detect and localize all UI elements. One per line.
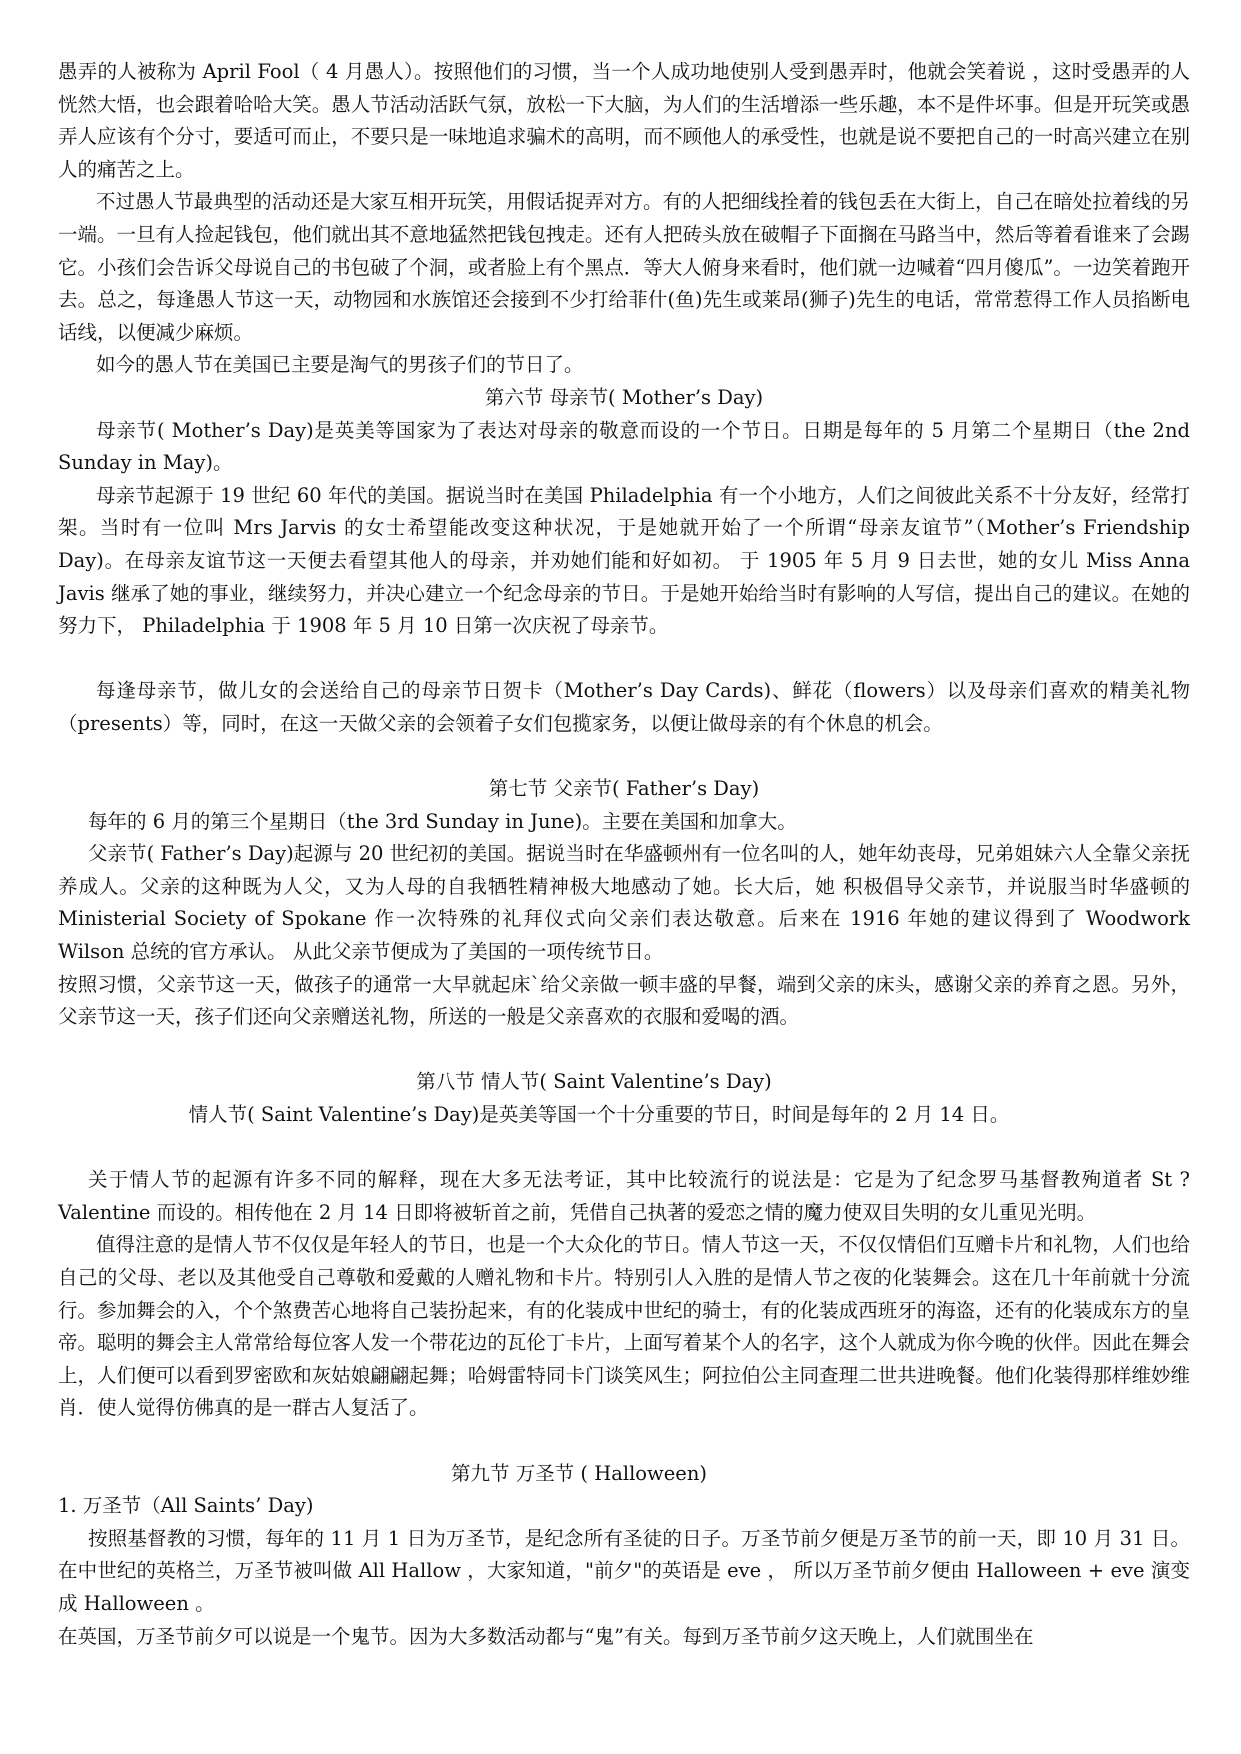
blank-line	[58, 740, 1190, 773]
paragraph-fathers-day-1: 每年的 6 月的第三个星期日（the 3rd Sunday in June)。主要在美国和加拿大。	[88, 809, 797, 833]
section-heading-halloween: 第九节 万圣节 ( Halloween)	[451, 1461, 707, 1485]
paragraph-mothers-day-1: 母亲节( Mother’s Day)是英美等国家为了表达对母亲的敬意而设的一个节日。日期是每年的 5 月第二个星期日（the 2nd Sunday in May)。	[58, 418, 1190, 475]
paragraph-halloween-1: 按照基督教的习惯，每年的 11 月 1 日为万圣节，是纪念所有圣徒的日子。万圣节前夕便是万圣节的前一天，即 10 月 31 日。在中世纪的英格兰，万圣节被叫做 All Hallow ，大家知道，"前夕"的英语是 eve ， 所以万圣节前夕便由 Halloween + eve 演变成 Halloween 。	[58, 1526, 1190, 1615]
section-subheading-valentines-day: 情人节( Saint Valentine’s Day)是英美等国一个十分重要的节日，时间是每年的 2 月 14 日。	[188, 1103, 1010, 1126]
paragraph-mothers-day-3: 每逢母亲节，做儿女的会送给自己的母亲节日贺卡（Mother’s Day Cards)、鲜花（flowers）以及母亲们喜欢的精美礼物（presents）等，同时，在这一天做父亲的会领着子女们包揽家务，以便让做母亲的有个休息的机会。	[58, 679, 1190, 735]
section-heading-fathers-day: 第七节 父亲节( Father’s Day)	[488, 777, 760, 801]
blank-line	[58, 1425, 1190, 1458]
paragraph-valentines-day-2: 值得注意的是情人节不仅仅是年轻人的节日，也是一个大众化的节日。情人节这一天，不仅仅情侣们互赠卡片和礼物，人们也给自己的父母、老以及其他受自己尊敬和爱戴的人赠礼物和卡片。特别引人入胜的是情人节之夜的化装舞会。这在几十年前就十分流行。参加舞会的入，个个煞费苦心地将自己装扮起来，有的化装成中世纪的骑士，有的化装成西班牙的海盗，还有的化装成东方的皇帝。聪明的舞会主人常常给每位客人发一个带花边的瓦伦丁卡片，上面写着某个人的名字，这个人就成为你今晚的伙伴。因此在舞会上，人们便可以看到罗密欧和灰姑娘翩翩起舞；哈姆雷特同卡门谈笑风生；阿拉伯公主同查理二世共进晚餐。他们化装得那样维妙维肖．使人觉得仿佛真的是一群古人复活了。	[58, 1233, 1190, 1420]
paragraph-fathers-day-3: 按照习惯，父亲节这一天，做孩子的通常一大早就起床`给父亲做一顿丰盛的早餐，端到父亲的床头，感谢父亲的养育之恩。另外，父亲节这一天，孩子们还向父亲赠送礼物，所送的一般是父亲喜欢的衣服和爱喝的酒。	[58, 972, 1190, 1029]
blank-line	[58, 1034, 1190, 1067]
paragraph-valentines-day-1: 关于情人节的起源有许多不同的解释，现在大多无法考证，其中比较流行的说法是：它是为了纪念罗马基督教殉道者 St ?Valentine 而设的。相传他在 2 月 14 日即将被斩首之前，凭借自己执著的爱恋之情的魔力使双目失明的女儿重见光明。	[58, 1168, 1190, 1224]
paragraph-april-fool-3: 如今的愚人节在美国已主要是淘气的男孩子们的节日了。	[96, 353, 584, 377]
section-heading-valentines-day: 第八节 情人节( Saint Valentine’s Day)	[416, 1070, 772, 1094]
section-heading-mothers-day: 第六节 母亲节( Mother’s Day)	[484, 385, 764, 409]
paragraph-halloween-2: 在英国，万圣节前夕可以说是一个鬼节。因为大多数活动都与“鬼”有关。每到万圣节前夕这天晚上，人们就围坐在	[58, 1624, 1034, 1648]
document-page	[58, 56, 1190, 1653]
paragraph-fathers-day-2: 父亲节( Father’s Day)起源与 20 世纪初的美国。据说当时在华盛顿州有一位名叫的人，她年幼丧母，兄弟姐妹六人全靠父亲抚养成人。父亲的这种既为人父，又为人母的自我牺牲精神极大地感动了她。长大后，她 积极倡导父亲节，并说服当时华盛顿的 Ministerial Society of Spokane 作一次特殊的礼拜仪式向父亲们表达敬意。后来在 1916 年她的建议得到了 Woodwork Wilson 总统的官方承认。 从此父亲节便成为了美国的一项传统节日。	[58, 842, 1190, 964]
paragraph-april-fool-2: 不过愚人节最典型的活动还是大家互相开玩笑，用假话捉弄对方。有的人把细线拴着的钱包丢在大街上，自己在暗处拉着线的另一端。一旦有人捡起钱包，他们就出其不意地猛然把钱包拽走。还有人把砖头放在破帽子下面搁在马路当中，然后等着看谁来了会踢它。小孩们会告诉父母说自己的书包破了个洞，或者脸上有个黑点．等大人俯身来看时，他们就一边喊着“四月傻瓜”。一边笑着跑开去。总之，每逢愚人节这一天，动物园和水族馆还会接到不少打给菲什(鱼)先生或莱昂(狮子)先生的电话，常常惹得工作人员掐断电话线，以便减少麻烦。	[58, 190, 1190, 344]
list-item-all-saints-day: 1. 万圣节（All Saints’ Day)	[58, 1494, 314, 1518]
blank-line	[58, 643, 1190, 676]
paragraph-april-fool-1: 愚弄的人被称为 April Fool（ 4 月愚人）。按照他们的习惯，当一个人成功地使别人受到愚弄时，他就会笑着说 ，这时受愚弄的人恍然大悟，也会跟着哈哈大笑。愚人节活动活跃气氛，放松一下大脑，为人们的生活增添一些乐趣，本不是件坏事。但是开玩笑或愚弄人应该有个分寸，要适可而止，不要只是一味地追求骗术的高明，而不顾他人的承受性，也就是说不要把自己的一时高兴建立在别人的痛苦之上。	[58, 60, 1190, 181]
paragraph-mothers-day-2: 母亲节起源于 19 世纪 60 年代的美国。据说当时在美国 Philadelphia 有一个小地方，人们之间彼此关系不十分友好，经常打架。当时有一位叫 Mrs Jarvis 的女士希望能改变这种状况，于是她就开始了一个所谓“母亲友谊节”（Mother’s Friendship Day)。在母亲友谊节这一天便去看望其他人的母亲，并劝她们能和好如初。 于 1905 年 5 月 9 日去世，她的女儿 Miss Anna Javis 继承了她的事业，继续努力，并决心建立一个纪念母亲的节日。于是她开始给当时有影响的人写信，提出自己的建议。在她的努力下， Philadelphia 于 1908 年 5 月 10 日第一次庆祝了母亲节。	[58, 483, 1190, 638]
blank-line	[58, 1132, 1190, 1165]
